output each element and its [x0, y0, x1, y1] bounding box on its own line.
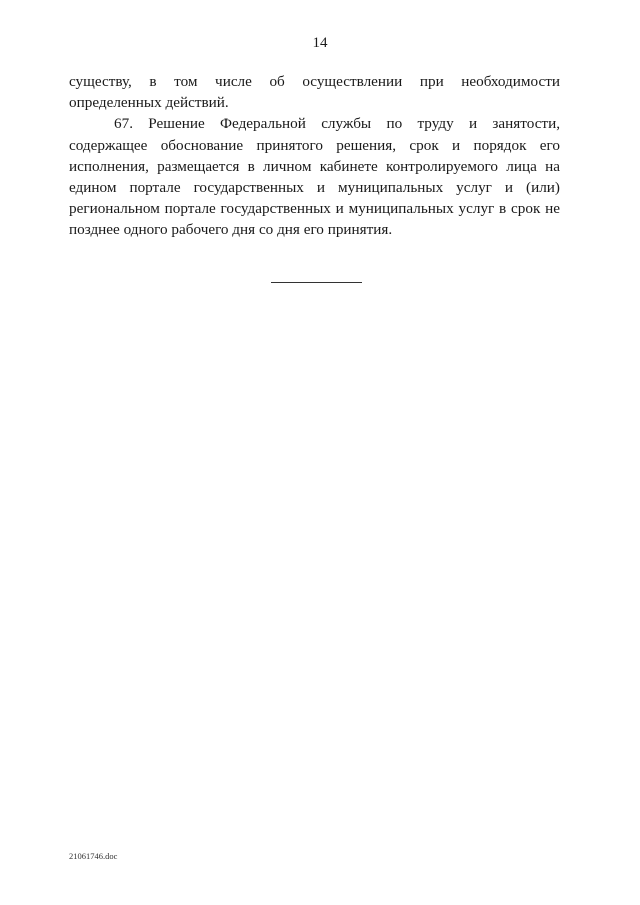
paragraph-67: 67. Решение Федеральной службы по труду и занятости, содержащее обоснование принятого решения, срок и порядок его исполнения, размещается в личном кабинете контролируемого лица на едином портале государственных и муниципальных услуг и (или) региональном портале государственных и муниципальных услуг в срок не позднее одного рабочего дня со дня его принятия. — [69, 115, 560, 239]
end-of-text-rule — [271, 282, 362, 283]
footer-filename: 21061746.doc — [69, 851, 118, 861]
document-body — [69, 71, 560, 241]
page-number: 14 — [312, 35, 328, 51]
paragraph-continuation: существу, в том числе об осуществлении при необходимости определенных действий. — [69, 73, 560, 112]
